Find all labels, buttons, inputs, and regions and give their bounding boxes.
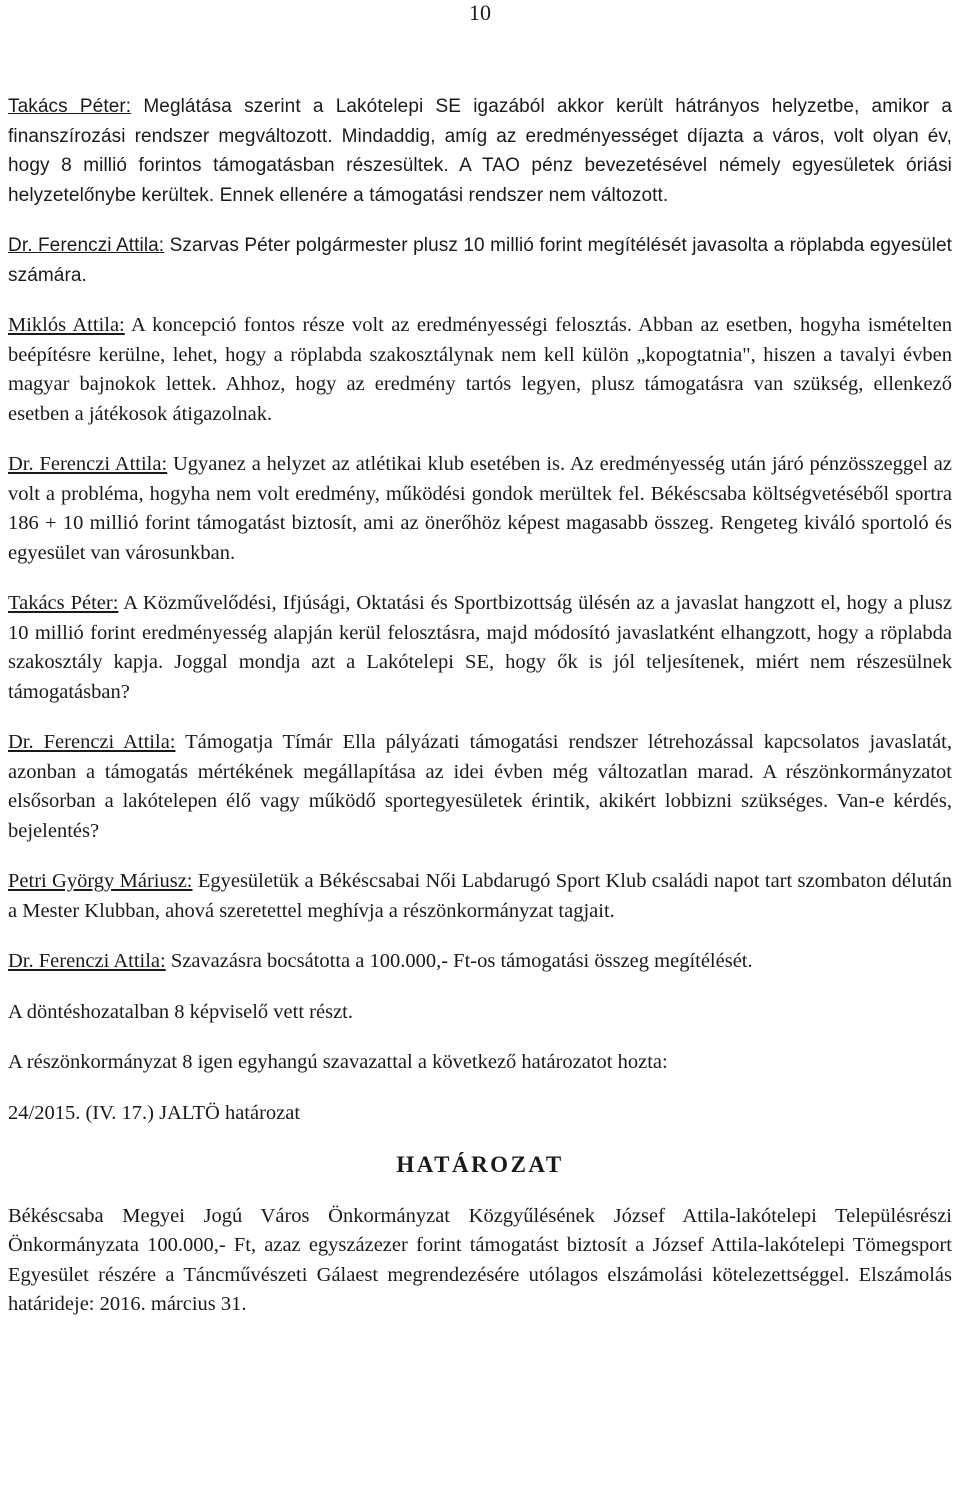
paragraph-text: Meglátása szerint a Lakótelepi SE igazából akkor került hátrányos helyzetbe, amikor a finanszírozási rendszer megváltozott. Mindaddig, amíg az eredményességet díjazta a város, volt olyan év, hogy 8 millió forintos támogatásban részesültek. A TAO pénz bevezetésével némely egyesületek óriási helyzetelőnybe kerültek. Ennek ellenére a támogatási rendszer nem változott. [8, 96, 952, 206]
paragraph-text: Szavazásra bocsátotta a 100.000,- Ft-os támogatási összeg megítélését. [165, 950, 753, 972]
resolution-number: 24/2015. (IV. 17.) JALTÖ határozat [8, 1101, 301, 1124]
speaker-name: Takács Péter: [8, 592, 119, 614]
paragraph-takacs-2 [8, 589, 952, 707]
speaker-name: Takács Péter: [8, 96, 132, 117]
statement-participants: A döntéshozatalban 8 képviselő vett részt. [8, 1000, 353, 1023]
paragraph-ferenczi-4 [8, 947, 952, 977]
speaker-name: Dr. Ferenczi Attila: [8, 950, 166, 972]
paragraph-ferenczi-1 [8, 231, 952, 290]
speaker-name: Miklós Attila: [8, 314, 125, 336]
speaker-name: Petri György Máriusz: [8, 870, 193, 892]
paragraph-text: A Közművelődési, Ifjúsági, Oktatási és Sportbizottság ülésén az a javaslat hangzott el, hogy a plusz 10 millió forint eredményesség alapján kerül felosztásra, majd módosító javaslatként elhangzott, hogy a röplabda szakosztály kapja. Joggal mondja azt a Lakótelepi SE, hogy ők is jól teljesítenek, miért nem részesülnek támogatásban? [8, 592, 952, 703]
paragraph-text: A koncepció fontos része volt az eredményességi felosztás. Abban az esetben, hogyha ismételten beépítésre kerülne, lehet, hogy a röplabda szakosztálynak nem kell külön „kopogtatnia", hiszen a tavalyi évben magyar bajnokok lettek. Ahhoz, hogy az eredmény tartós legyen, plusz támogatásra van szükség, ellenkező esetben a játékosok átigazolnak. [8, 314, 952, 425]
resolution-heading: HATÁROZAT [396, 1152, 564, 1177]
resolution-text: Békéscsaba Megyei Jogú Város Önkormányzat Közgyűlésének József Attila-lakótelepi Településrészi Önkormányzata 100.000,- Ft, azaz egyszázezer forint támogatást biztosít a József Attila-lakótelepi Tömegsport Egyesület részére a Táncművészeti Gálaest megrendezésére utólagos elszámolási kötelezettséggel. Elszámolás határideje: 2016. március 31. [8, 1204, 952, 1315]
paragraph-text: Támogatja Tímár Ella pályázati támogatási rendszer létrehozással kapcsolatos javaslatát, azonban a támogatás mértékének megállapítása az idei évben még változatlan marad. A részönkormányzatot elsősorban a lakótelepen élő vagy működő sportegyesületek érintik, akikért lobbizni szükséges. Van-e kérdés, bejelentés? [8, 731, 952, 842]
paragraph-petri [8, 867, 952, 926]
statement-vote: A részönkormányzat 8 igen egyhangú szavazattal a következő határozatot hozta: [8, 1051, 668, 1073]
speaker-name: Dr. Ferenczi Attila: [8, 731, 176, 753]
paragraph-text: Ugyanez a helyzet az atlétikai klub esetében is. Az eredményesség után járó pénzösszeggel az volt a probléma, hogyha nem volt eredmény, működési gondok merültek fel. Békéscsaba költségvetéséből sportra 186 + 10 millió forint támogatást biztosít, ami az önerőhöz képest magasabb összeg. Rengeteg kiváló sportoló és egyesület van városunkban. [8, 453, 952, 564]
paragraph-takacs-1 [8, 92, 952, 210]
paragraph-ferenczi-3 [8, 728, 952, 846]
speaker-name: Dr. Ferenczi Attila: [8, 235, 165, 256]
paragraph-text: Szarvas Péter polgármester plusz 10 millió forint megítélését javasolta a röplabda egyesület számára. [8, 235, 953, 286]
paragraph-miklos [8, 311, 952, 429]
speaker-name: Dr. Ferenczi Attila: [8, 453, 168, 475]
document-body [8, 92, 952, 1341]
paragraph-ferenczi-2 [8, 450, 952, 568]
paragraph-text: Egyesületük a Békéscsabai Női Labdarugó Sport Klub családi napot tart szombaton délután a Mester Klubban, ahová szeretettel meghívja a részönkormányzat tagjait. [8, 870, 952, 922]
page-number: 10 [469, 0, 491, 25]
